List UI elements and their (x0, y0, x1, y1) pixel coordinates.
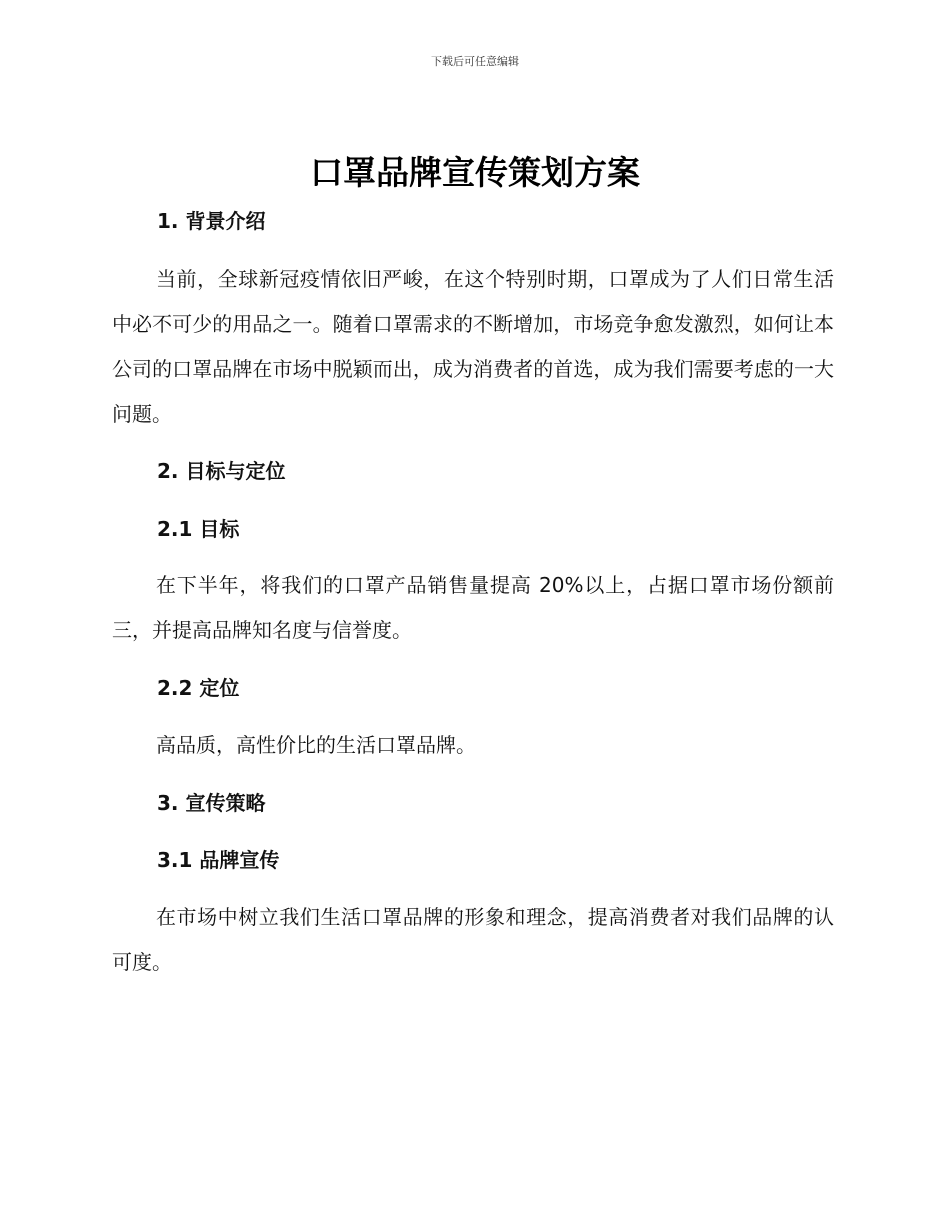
section-heading-background: 1. 背景介绍 (157, 209, 266, 233)
header-note: 下载后可任意编辑 (431, 55, 519, 68)
subsection-heading-position: 2.2 定位 (157, 676, 240, 700)
section-heading-strategy: 3. 宣传策略 (157, 791, 266, 815)
subsection-heading-goal: 2.1 目标 (157, 517, 240, 541)
paragraph-position: 高品质，高性价比的生活口罩品牌。 (156, 733, 476, 757)
paragraph-brand: 在市场中树立我们生活口罩品牌的形象和理念，提高消费者对我们品牌的认可度。 (112, 905, 834, 974)
subsection-heading-brand: 3.1 品牌宣传 (157, 848, 280, 872)
paragraph-goal: 在下半年，将我们的口罩产品销售量提高 20%以上，占据口罩市场份额前三，并提高品牌知名度与信誉度。 (112, 573, 834, 642)
document-title: 口罩品牌宣传策划方案 (310, 153, 640, 192)
paragraph-background: 当前，全球新冠疫情依旧严峻，在这个特别时期，口罩成为了人们日常生活中必不可少的用品之一。随着口罩需求的不断增加，市场竞争愈发激烈，如何让本公司的口罩品牌在市场中脱颖而出，成为消费者的首选，成为我们需要考虑的一大问题。 (112, 267, 834, 426)
section-heading-goal-position: 2. 目标与定位 (157, 459, 286, 483)
